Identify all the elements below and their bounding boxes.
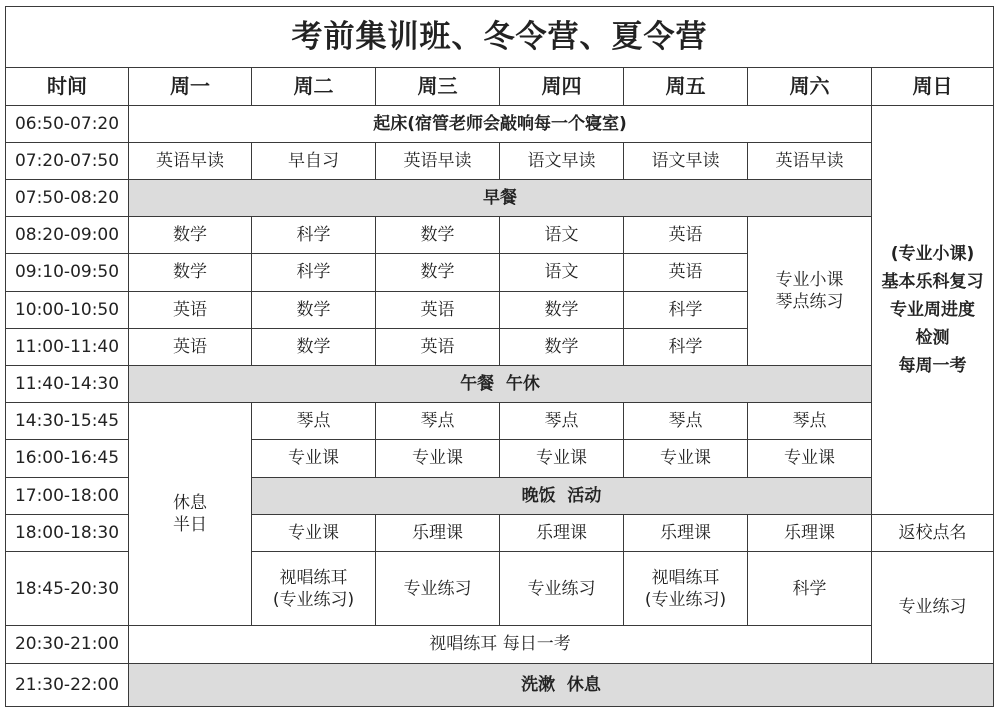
class-cell [500, 551, 624, 625]
class-cell [252, 551, 376, 625]
table-row [6, 142, 994, 179]
table-row [6, 365, 994, 402]
class-cell: 琴点 [624, 403, 748, 440]
return-rollcall-cell: 返校点名 [872, 514, 994, 551]
header-time: 时间 [6, 68, 129, 105]
sunday-note-line: (专业小课) [890, 243, 975, 264]
table-row [6, 179, 994, 216]
class-line: 视唱练耳 [651, 567, 720, 588]
header-day-sat: 周六 [748, 68, 872, 105]
time-cell: 18:45-20:30 [6, 551, 129, 625]
time-cell: 21:30-22:00 [6, 663, 129, 706]
class-cell: 科学 [252, 217, 376, 254]
class-cell: 琴点 [376, 403, 500, 440]
saturday-line: 专业小课 [775, 269, 844, 290]
table-row [6, 217, 994, 254]
class-cell: 数学 [500, 328, 624, 365]
class-cell [748, 551, 872, 625]
page-title: 考前集训班、冬令营、夏令营 [6, 7, 994, 68]
sunday-note-line: 检测 [915, 327, 950, 348]
schedule-table [5, 6, 994, 707]
time-cell: 18:00-18:30 [6, 514, 129, 551]
class-cell: 语文早读 [624, 142, 748, 179]
time-cell: 16:00-16:45 [6, 440, 129, 477]
class-cell [376, 551, 500, 625]
class-cell: 语文 [500, 217, 624, 254]
class-cell: 科学 [252, 254, 376, 291]
class-cell: 专业课 [252, 514, 376, 551]
header-day-thu: 周四 [500, 68, 624, 105]
class-cell: 语文早读 [500, 142, 624, 179]
class-cell: 数学 [129, 217, 252, 254]
class-cell [624, 551, 748, 625]
class-cell: 专业课 [748, 440, 872, 477]
header-row [6, 68, 994, 105]
class-cell: 英语 [129, 328, 252, 365]
breakfast-band: 早餐 [129, 179, 872, 216]
class-cell: 英语 [376, 328, 500, 365]
class-cell: 琴点 [252, 403, 376, 440]
sunday-evening-cell: 专业练习 [872, 551, 994, 663]
time-cell: 10:00-10:50 [6, 291, 129, 328]
header-day-sun: 周日 [872, 68, 994, 105]
table-row [6, 626, 994, 663]
time-cell: 09:10-09:50 [6, 254, 129, 291]
class-cell: 数学 [376, 217, 500, 254]
class-cell: 数学 [252, 328, 376, 365]
saturday-morning-cell [748, 217, 872, 366]
class-cell: 英语早读 [129, 142, 252, 179]
monday-rest-line: 半日 [173, 515, 207, 536]
class-cell: 科学 [624, 291, 748, 328]
monday-rest-cell [129, 403, 252, 626]
class-cell: 早自习 [252, 142, 376, 179]
time-cell: 06:50-07:20 [6, 105, 129, 142]
time-cell: 14:30-15:45 [6, 403, 129, 440]
time-cell: 07:50-08:20 [6, 179, 129, 216]
class-line: 专业练习 [527, 578, 596, 599]
daily-test-cell: 视唱练耳 每日一考 [129, 626, 872, 663]
class-cell: 数学 [376, 254, 500, 291]
class-line: (专业练习) [644, 589, 727, 610]
time-cell: 08:20-09:00 [6, 217, 129, 254]
table-row [6, 663, 994, 706]
class-cell: 数学 [252, 291, 376, 328]
table-row [6, 403, 994, 440]
class-cell: 专业课 [252, 440, 376, 477]
class-cell: 数学 [500, 291, 624, 328]
class-cell: 科学 [624, 328, 748, 365]
class-cell: 英语 [129, 291, 252, 328]
class-cell: 英语早读 [376, 142, 500, 179]
lunch-band: 午餐 午休 [129, 365, 872, 402]
header-day-mon: 周一 [129, 68, 252, 105]
time-cell: 11:00-11:40 [6, 328, 129, 365]
time-cell: 20:30-21:00 [6, 626, 129, 663]
class-cell: 英语 [624, 254, 748, 291]
sunday-note-line: 基本乐科复习 [881, 271, 984, 292]
saturday-line: 琴点练习 [775, 292, 844, 313]
sunday-note-cell [872, 105, 994, 514]
class-cell: 乐理课 [624, 514, 748, 551]
class-cell: 乐理课 [500, 514, 624, 551]
sunday-note-line: 每周一考 [898, 355, 967, 376]
class-cell: 琴点 [500, 403, 624, 440]
header-day-wed: 周三 [376, 68, 500, 105]
title-row [6, 7, 994, 68]
time-cell: 11:40-14:30 [6, 365, 129, 402]
class-line: 科学 [792, 578, 827, 599]
class-cell: 专业课 [500, 440, 624, 477]
sunday-note-line: 专业周进度 [890, 299, 975, 320]
monday-rest-line: 休息 [173, 493, 207, 514]
class-cell: 专业课 [624, 440, 748, 477]
dinner-band: 晚饭 活动 [252, 477, 872, 514]
class-cell: 英语早读 [748, 142, 872, 179]
time-cell: 07:20-07:50 [6, 142, 129, 179]
class-cell: 数学 [129, 254, 252, 291]
bedtime-band: 洗漱 休息 [129, 663, 994, 706]
class-cell: 琴点 [748, 403, 872, 440]
class-cell: 专业课 [376, 440, 500, 477]
class-line: (专业练习) [272, 589, 355, 610]
wakeup-cell: 起床(宿管老师会敲响每一个寝室) [129, 105, 872, 142]
class-cell: 英语 [376, 291, 500, 328]
table-row [6, 105, 994, 142]
class-cell: 乐理课 [376, 514, 500, 551]
header-day-tue: 周二 [252, 68, 376, 105]
class-line: 视唱练耳 [279, 567, 348, 588]
class-line: 专业练习 [403, 578, 472, 599]
class-cell: 语文 [500, 254, 624, 291]
time-cell: 17:00-18:00 [6, 477, 129, 514]
class-cell: 英语 [624, 217, 748, 254]
class-cell: 乐理课 [748, 514, 872, 551]
header-day-fri: 周五 [624, 68, 748, 105]
